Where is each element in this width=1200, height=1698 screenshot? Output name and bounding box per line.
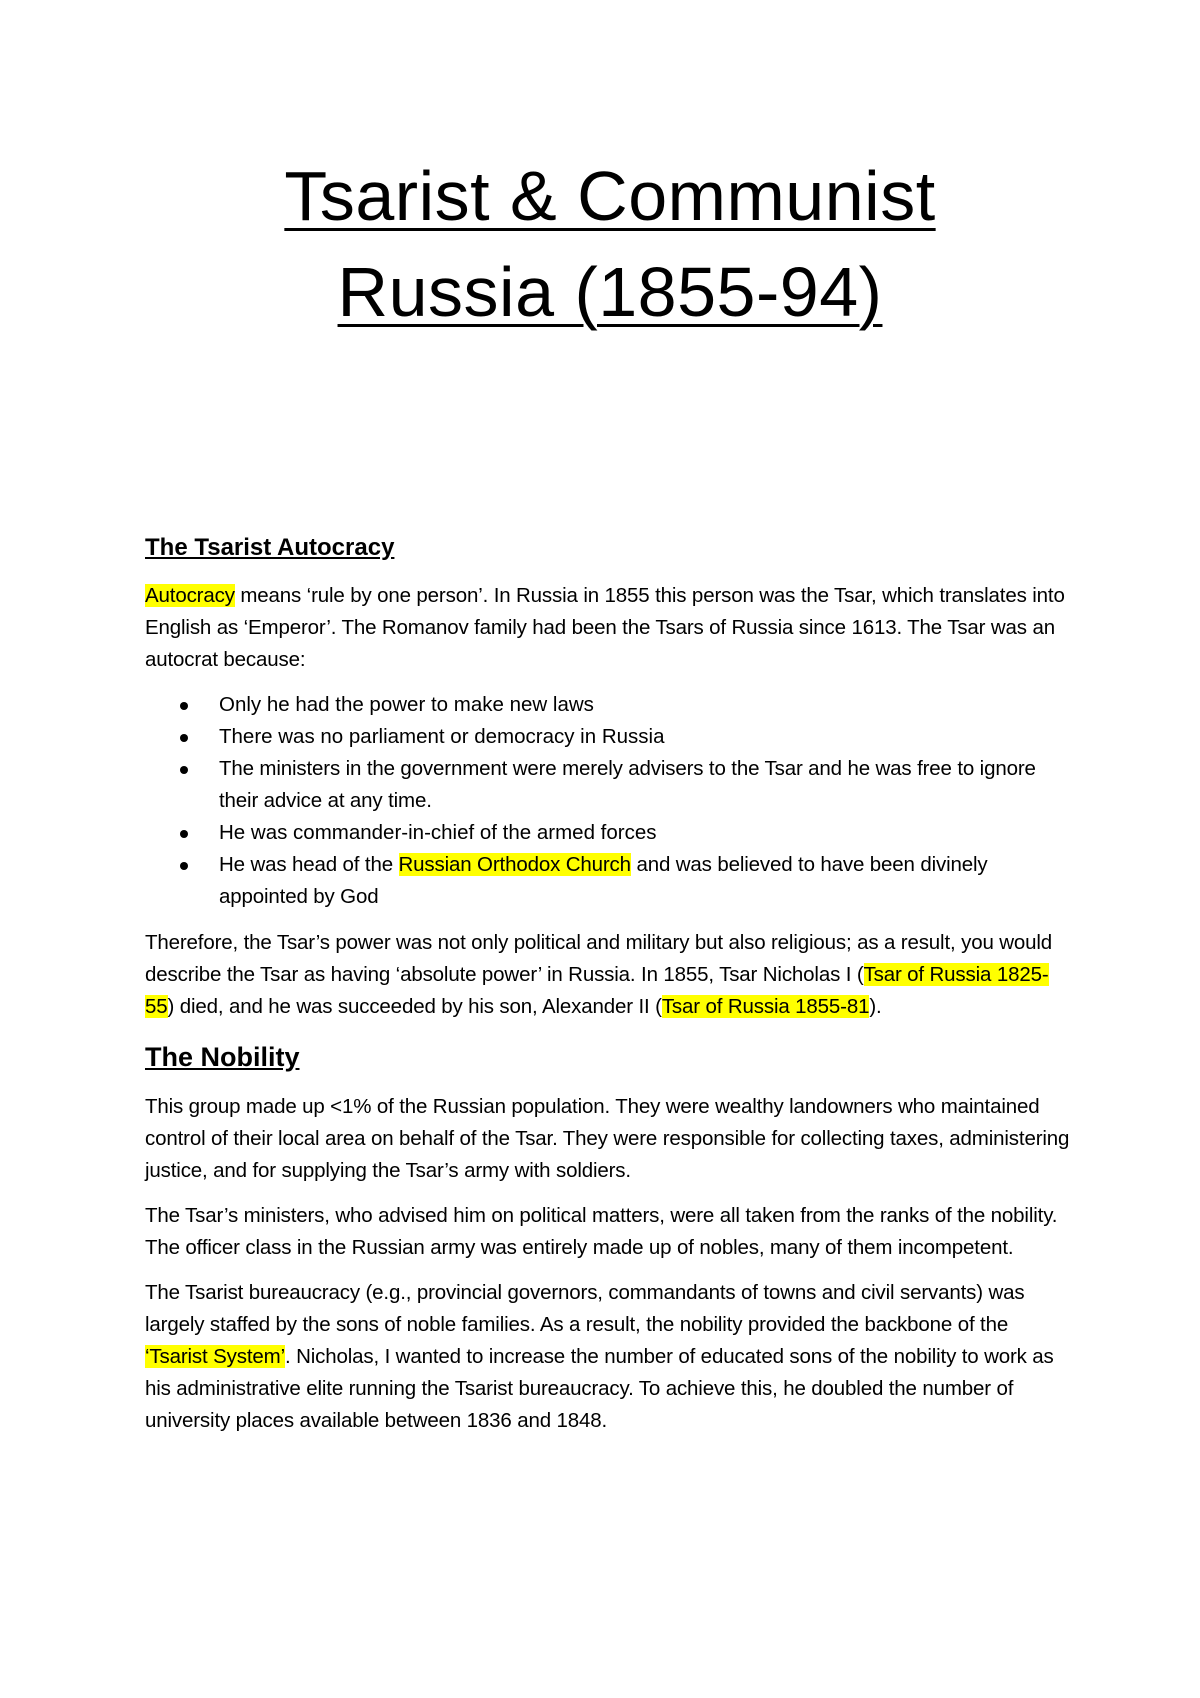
bullet-icon bbox=[180, 862, 188, 870]
highlight-orthodox-church: Russian Orthodox Church bbox=[398, 853, 631, 876]
highlight-autocracy: Autocracy bbox=[145, 584, 235, 607]
autocracy-intro-text: means ‘rule by one person’. In Russia in 1855 this person was the Tsar, which translates into English as ‘Emperor’. The Romanov family had been the Tsars of Russia since 1613. The Tsar was an autocrat because: bbox=[145, 584, 1065, 671]
bullet-icon bbox=[180, 830, 188, 838]
nobility-paragraph-2: The Tsar’s ministers, who advised him on political matters, were all taken from the ranks of the nobility. The officer class in the Russian army was entirely made up of nobles, many of them incompetent. bbox=[145, 1204, 1058, 1259]
highlight-tsarist-system: ‘Tsarist System’ bbox=[145, 1345, 285, 1368]
bullet-icon bbox=[180, 702, 188, 710]
list-item: Only he had the power to make new laws bbox=[145, 689, 1075, 721]
section-heading-nobility: The Nobility bbox=[145, 1042, 300, 1072]
section-heading-autocracy: The Tsarist Autocracy bbox=[145, 534, 395, 561]
document-title bbox=[145, 148, 1075, 340]
autocracy-intro-paragraph bbox=[145, 580, 1075, 676]
bullet-icon bbox=[180, 734, 188, 742]
title-line-1: Tsarist & Communist bbox=[284, 157, 936, 235]
list-item: He was head of the Russian Orthodox Church and was believed to have been divinely appointed by God bbox=[145, 849, 1075, 913]
list-item: The ministers in the government were merely advisers to the Tsar and he was free to ignore their advice at any time. bbox=[145, 753, 1075, 817]
list-item: He was commander-in-chief of the armed forces bbox=[145, 817, 1075, 849]
absolute-power-paragraph: Therefore, the Tsar’s power was not only political and military but also religious; as a result, you would describe the Tsar as having ‘absolute power’ in Russia. In 1855, Tsar Nicholas I (Tsar of Russia 1825-55) died, and he was succeeded by his son, Alexander II (Tsar of Russia 1855-81). bbox=[145, 931, 1053, 1018]
nobility-paragraph-1: This group made up <1% of the Russian population. They were wealthy landowners who maintained control of their local area on behalf of the Tsar. They were responsible for collecting taxes, administering justice, and for supplying the Tsar’s army with soldiers. bbox=[145, 1095, 1070, 1182]
autocrat-reasons-list bbox=[145, 689, 1075, 913]
highlight-nicholas-reign: Tsar of Russia 1825-55 bbox=[145, 963, 1049, 1018]
nobility-paragraph-3: The Tsarist bureaucracy (e.g., provincial governors, commandants of towns and civil servants) was largely staffed by the sons of noble families. As a result, the nobility provided the backbone of the ‘Tsarist System’. Nicholas, I wanted to increase the number of educated sons of the nobility to work as his administrative elite running the Tsarist bureaucracy. To achieve this, he doubled the number of university places available between 1836 and 1848. bbox=[145, 1281, 1054, 1432]
highlight-alexander-reign: Tsar of Russia 1855-81 bbox=[661, 995, 870, 1018]
document-page bbox=[145, 148, 1075, 1437]
list-item: There was no parliament or democracy in Russia bbox=[145, 721, 1075, 753]
title-line-2: Russia (1855-94) bbox=[337, 253, 883, 331]
bullet-icon bbox=[180, 766, 188, 774]
